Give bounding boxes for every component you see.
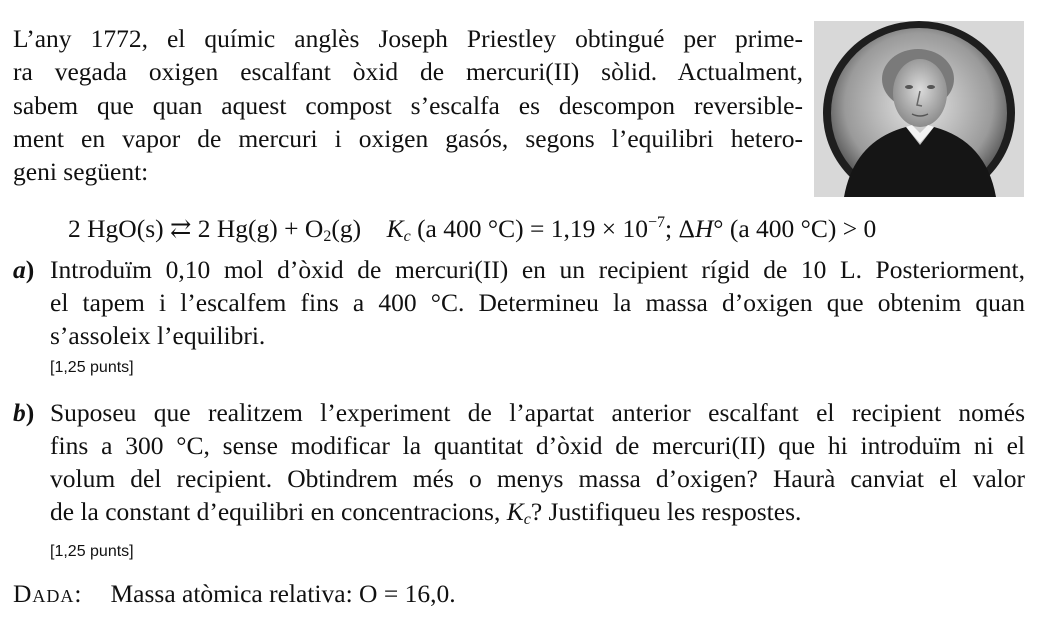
question-text	[50, 396, 1025, 562]
question-line: fins a 300 °C, sense modificar la quantitat d’òxid de mercuri(II) que hi introduïm ni el	[50, 431, 1025, 460]
portrait-image	[814, 21, 1024, 197]
delta-h-delta: Δ	[678, 214, 695, 243]
intro-line: sabem que quan aquest compost s’escalfa es descompon reversible-	[13, 90, 803, 120]
question-line: Introduïm 0,10 mol d’òxid de mercuri(II) en un recipient rígid de 10 L. Posteriorment,	[50, 255, 1025, 284]
question-label: b)	[13, 398, 35, 427]
reactants: 2 HgO(s)	[68, 214, 164, 243]
question-line: s’assoleix l’equilibri.	[50, 321, 266, 350]
portrait-engraving-icon	[814, 21, 1024, 197]
question-text	[50, 253, 1025, 378]
kc-subscript: c	[403, 228, 411, 245]
equilibrium-equation	[68, 207, 876, 253]
data-text: Massa atòmica relativa: O = 16,0.	[110, 579, 456, 608]
intro-line: geni següent:	[13, 157, 149, 187]
products-state: (g)	[331, 214, 362, 243]
data-note	[13, 577, 456, 610]
delta-h-value: ° (a 400 °C) > 0	[713, 214, 877, 243]
intro-paragraph	[13, 22, 803, 188]
question-line: volum del recipient. Obtindrem més o menys massa d’oxigen? Haurà canviat el valor	[50, 464, 1025, 493]
kc-value: (a 400 °C) = 1,19 × 10	[410, 214, 648, 243]
kc-symbol: K	[386, 214, 404, 243]
kc-exponent: −7	[647, 214, 665, 231]
question-line: de la constant d’equilibri en concentracions, $K_c$? Justifiqueu les respostes.	[50, 497, 802, 528]
intro-line: L’any 1772, el químic anglès Joseph Priestley obtingué per prime-	[13, 24, 803, 53]
question-label: a)	[13, 255, 35, 284]
points-label: [1,25 punts]	[50, 359, 134, 376]
equilibrium-arrow-icon: ⇄	[170, 214, 192, 243]
question-line: el tapem i l’escalfem fins a 400 °C. Determineu la massa d’oxigen que obtenim quan	[50, 288, 1025, 317]
delta-h-symbol: H	[694, 214, 714, 243]
question-line: Suposeu que realitzem l’experiment de l’apartat anterior escalfant el recipient només	[50, 398, 1025, 427]
o2-subscript: 2	[323, 228, 332, 245]
intro-line: ra vegada oxigen escalfant òxid de mercuri(II) sòlid. Actualment,	[13, 57, 803, 87]
products: 2 Hg(g) + O	[197, 214, 324, 243]
intro-line: ment en vapor de mercuri i oxigen gasós, segons l’equilibri hetero-	[13, 123, 803, 153]
separator: ;	[665, 214, 679, 243]
data-label: Dada:	[13, 579, 83, 608]
points-label: [1,25 punts]	[50, 543, 134, 560]
